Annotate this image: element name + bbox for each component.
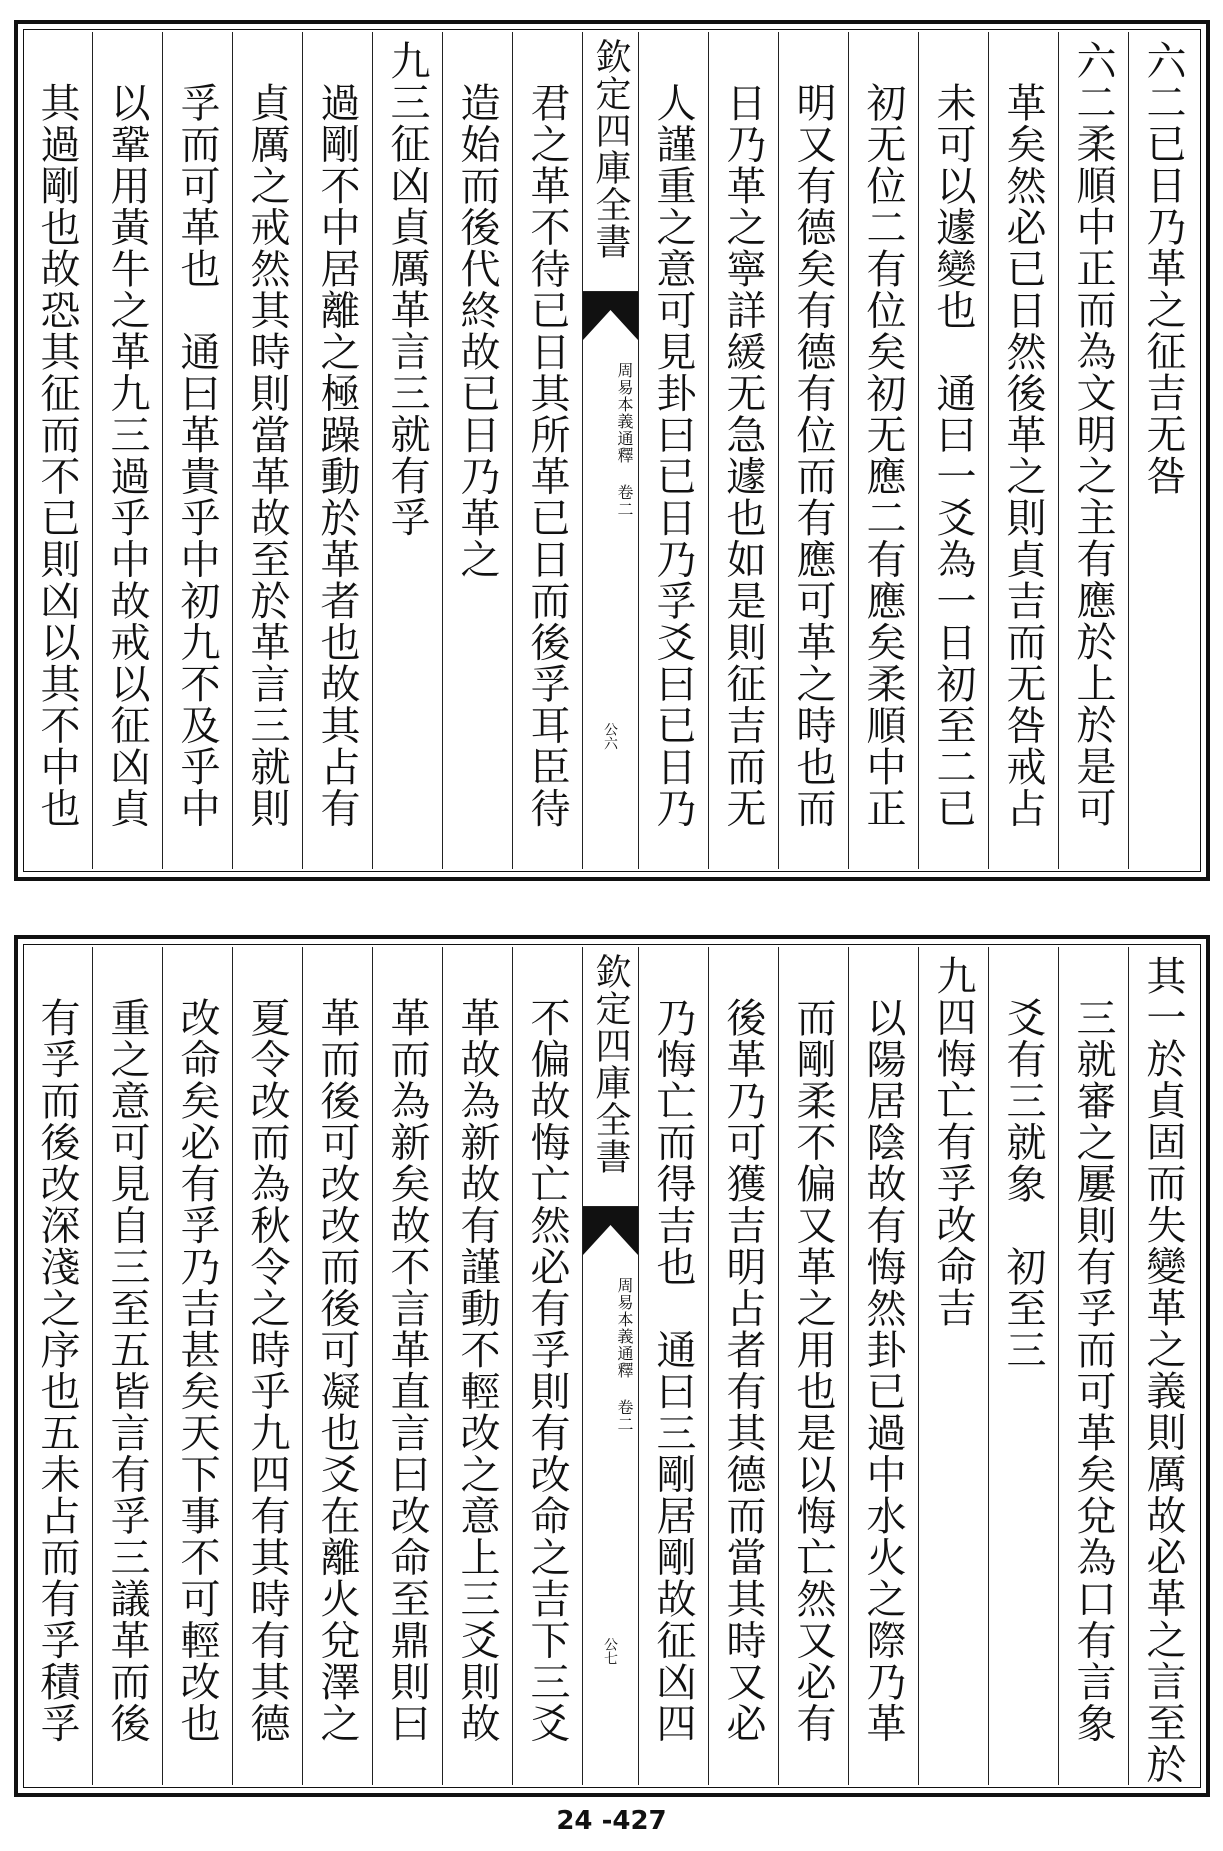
text-column: 君之革不待已日其所革已日而後孚耳臣待 (512, 32, 582, 869)
text-column: 其一於貞固而失變革之義則厲故必革之言至於 (1128, 947, 1198, 1785)
book-title: 欽定四庫全書 (583, 32, 638, 292)
book-title: 欽定四庫全書 (583, 947, 638, 1207)
top-page (14, 20, 1210, 881)
top-columns (26, 32, 1198, 869)
text-column: 造始而後代終故已日乃革之 (442, 32, 512, 869)
text-column: 過剛不中居離之極躁動於革者也故其占有 (302, 32, 372, 869)
text-column: 初无位二有位矣初无應二有應矣柔順中正 (848, 32, 918, 869)
text-column: 孚而可革也 通曰革貴乎中初九不及乎中 (162, 32, 232, 869)
bottom-page (14, 935, 1210, 1797)
text-column: 夏令改而為秋令之時乎九四有其時有其德 (232, 947, 302, 1785)
text-column: 以鞏用黃牛之革九三過乎中故戒以征凶貞 (92, 32, 162, 869)
book-subtitle (583, 1277, 638, 1433)
text-column: 不偏故悔亡然必有孚則有改命之吉下三爻 (512, 947, 582, 1785)
text-column: 以陽居陰故有悔然卦已過中水火之際乃革 (848, 947, 918, 1785)
center-margin (582, 32, 638, 869)
fishtail-mark-icon (583, 1207, 638, 1263)
text-column: 日乃革之寧詳緩无急遽也如是則征吉而无 (708, 32, 778, 869)
text-column: 革而後可改改而後可凝也爻在離火兌澤之 (302, 947, 372, 1785)
text-column: 三就審之屢則有孚而可革矣兌為口有言象 (1058, 947, 1128, 1785)
text-column: 有孚而後改深淺之序也五未占而有孚積孚 (34, 997, 80, 1744)
center-margin (582, 947, 638, 1785)
fishtail-mark-icon (583, 292, 638, 348)
text-column: 六二已日乃革之征吉无咎 (1128, 32, 1198, 869)
text-column: 而剛柔不偏又革之用也是以悔亡然又必有 (778, 947, 848, 1785)
text-column: 改命矣必有孚乃吉甚矣天下事不可輕改也 (162, 947, 232, 1785)
text-column: 乃悔亡而得吉也 通曰三剛居剛故征凶四 (638, 947, 708, 1785)
subtitle-line: 卷二 (615, 484, 634, 518)
text-column: 人謹重之意可見卦曰已日乃孚爻曰已日乃 (638, 32, 708, 869)
bottom-columns (26, 947, 1198, 1785)
subtitle-line: 周易本義通釋 (615, 362, 634, 464)
text-column: 九三征凶貞厲革言三就有孚 (372, 32, 442, 869)
folio-mark: 公七 (602, 1637, 618, 1665)
page-number: 24 -427 (556, 1806, 667, 1836)
text-column: 後革乃可獲吉明占者有其德而當其時又必 (708, 947, 778, 1785)
subtitle-line: 周易本義通釋 (615, 1277, 634, 1379)
text-column: 貞厲之戒然其時則當革故至於革言三就則 (232, 32, 302, 869)
subtitle-line: 卷二 (615, 1399, 634, 1433)
text-column: 重之意可見自三至五皆言有孚三議革而後 (92, 947, 162, 1785)
text-column: 明又有德矣有德有位而有應可革之時也而 (778, 32, 848, 869)
text-column: 革故為新故有謹動不輕改之意上三爻則故 (442, 947, 512, 1785)
text-column: 革而為新矣故不言革直言曰改命至鼎則曰 (372, 947, 442, 1785)
book-subtitle (583, 362, 638, 518)
text-column: 九四悔亡有孚改命吉 (918, 947, 988, 1785)
text-column: 六二柔順中正而為文明之主有應於上於是可 (1058, 32, 1128, 869)
text-column: 爻有三就象 初至三 (988, 947, 1058, 1785)
folio-mark: 公六 (602, 722, 618, 750)
text-column: 未可以遽變也 通曰一爻為一日初至二已 (918, 32, 988, 869)
text-column: 革矣然必已日然後革之則貞吉而无咎戒占 (988, 32, 1058, 869)
text-column: 其過剛也故恐其征而不已則凶以其不中也 (34, 82, 80, 829)
